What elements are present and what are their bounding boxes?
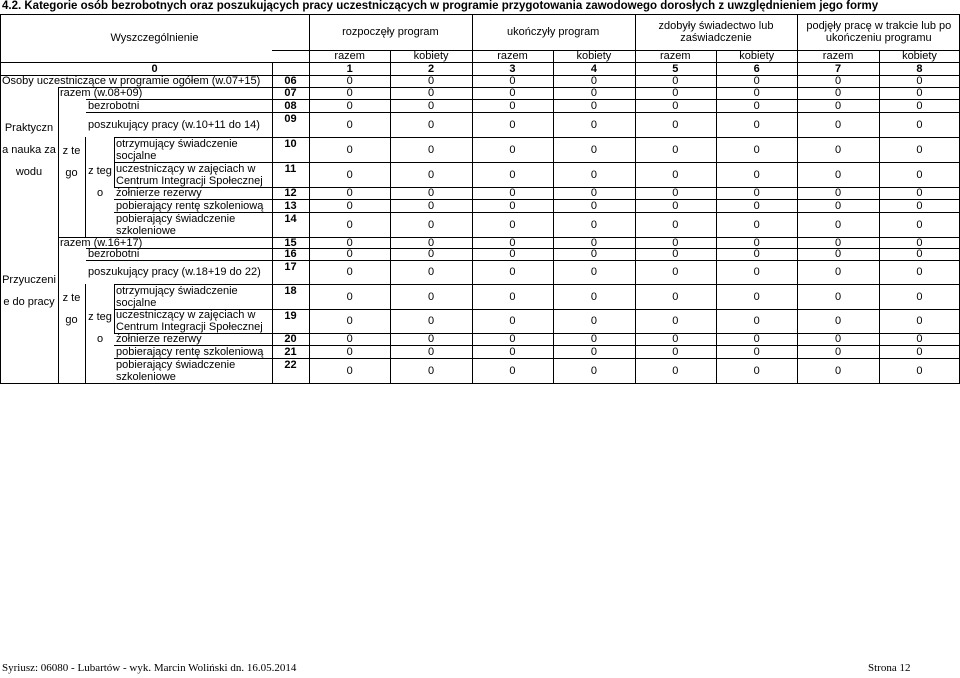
table-cell: 0 xyxy=(428,345,435,358)
table-cell: 0 xyxy=(672,266,679,278)
header-sub-4: razem xyxy=(660,50,691,62)
row-code-06: 06 xyxy=(284,75,297,87)
column-number-2: 2 xyxy=(428,62,435,75)
column-number-3: 3 xyxy=(509,62,516,75)
table-cell: 0 xyxy=(428,290,435,303)
table-cell: 0 xyxy=(753,87,760,99)
row-code-12: 12 xyxy=(284,187,297,199)
ztego-label-2: z tego xyxy=(62,291,81,326)
table-cell: 0 xyxy=(509,87,516,99)
row-code-18: 18 xyxy=(284,285,297,297)
table-cell: 0 xyxy=(428,315,435,327)
table-cell: 0 xyxy=(672,99,679,112)
table-cell: 0 xyxy=(835,199,842,212)
table-cell: 0 xyxy=(590,199,597,212)
table-cell: 0 xyxy=(835,218,842,231)
table-cell: 0 xyxy=(509,248,516,260)
table-cell: 0 xyxy=(428,333,435,345)
row-label-14: pobierający świadczenie szkoleniowe xyxy=(116,212,236,237)
table-cell: 0 xyxy=(916,290,923,303)
table-cell: 0 xyxy=(672,118,679,131)
section-przyuczenie-do-pracy: Przyuczenie do pracy xyxy=(2,273,56,308)
header-stub: Wyszczególnienie xyxy=(110,32,199,44)
table-cell: 0 xyxy=(753,266,760,278)
table-cell: 0 xyxy=(916,199,923,212)
table-cell: 0 xyxy=(509,290,516,303)
table-cell: 0 xyxy=(672,333,679,345)
table-cell: 0 xyxy=(428,218,435,231)
row-code-19: 19 xyxy=(284,310,297,322)
table-cell: 0 xyxy=(835,143,842,156)
table-cell: 0 xyxy=(672,236,679,249)
table-cell: 0 xyxy=(672,168,679,181)
header-group-1: ukończyły program xyxy=(507,26,600,38)
header-sub-6: razem xyxy=(822,50,854,62)
table-cell: 0 xyxy=(346,143,353,156)
table-cell: 0 xyxy=(428,118,435,131)
table-cell: 0 xyxy=(672,199,679,212)
row-code-15: 15 xyxy=(284,236,297,249)
table-cell: 0 xyxy=(835,118,842,131)
table-cell: 0 xyxy=(916,168,923,181)
table-cell: 0 xyxy=(346,118,353,131)
table-cell: 0 xyxy=(835,187,842,199)
table-cell: 0 xyxy=(916,99,923,112)
table-cell: 0 xyxy=(672,364,679,377)
table-cell: 0 xyxy=(916,87,923,99)
table-cell: 0 xyxy=(916,75,923,87)
column-number-8: 8 xyxy=(916,62,923,75)
table-cell: 0 xyxy=(835,75,842,87)
table-cell: 0 xyxy=(346,236,353,249)
table-cell: 0 xyxy=(672,218,679,231)
table-cell: 0 xyxy=(509,143,516,156)
table-cell: 0 xyxy=(428,168,435,181)
row-label-16: bezrobotni xyxy=(88,248,140,260)
table-cell: 0 xyxy=(346,218,353,231)
table-cell: 0 xyxy=(509,333,516,345)
table-cell: 0 xyxy=(672,290,679,303)
row-label-20: żołnierze rezerwy xyxy=(116,333,202,345)
table-cell: 0 xyxy=(753,99,760,112)
table-cell: 0 xyxy=(753,118,760,131)
table-cell: 0 xyxy=(916,345,923,358)
header-group-0: rozpoczęły program xyxy=(342,26,439,38)
row-label-08: bezrobotni xyxy=(88,99,140,112)
row-code-10: 10 xyxy=(284,138,297,150)
row-label-12: żołnierze rezerwy xyxy=(116,187,202,199)
table-cell: 0 xyxy=(916,218,923,231)
table-cell: 0 xyxy=(346,290,353,303)
table-cell: 0 xyxy=(509,236,516,249)
table-cell: 0 xyxy=(346,187,353,199)
row-label-09: poszukujący pracy (w.10+11 do 14) xyxy=(88,118,260,131)
table-cell: 0 xyxy=(590,218,597,231)
column-number-4: 4 xyxy=(590,62,597,75)
row-label-18: otrzymujący świadczenie socjalne xyxy=(116,284,238,309)
table-cell: 0 xyxy=(428,364,435,377)
table-cell: 0 xyxy=(346,75,353,87)
table-cell: 0 xyxy=(509,315,516,327)
table-cell: 0 xyxy=(590,118,597,131)
ztego-label-4: z tego xyxy=(88,311,112,345)
table-cell: 0 xyxy=(672,143,679,156)
row-code-08: 08 xyxy=(284,99,297,112)
header-sub-2: razem xyxy=(497,50,528,62)
table-rule xyxy=(0,383,960,384)
row-label-22: pobierający świadczenie szkoleniowe xyxy=(116,358,236,383)
table-cell: 0 xyxy=(672,345,679,358)
table-cell: 0 xyxy=(835,290,842,303)
table-cell: 0 xyxy=(835,99,842,112)
footer-source: Syriusz: 06080 - Lubartów - wyk. Marcin Woliński dn. 16.05.2014 xyxy=(2,662,297,674)
table-cell: 0 xyxy=(590,143,597,156)
row-code-13: 13 xyxy=(284,199,297,212)
table-cell: 0 xyxy=(835,266,842,278)
table-cell: 0 xyxy=(590,187,597,199)
table-cell: 0 xyxy=(835,333,842,345)
table-cell: 0 xyxy=(753,333,760,345)
row-label-19: uczestniczący w zajęciach w Centrum Integracji Społecznej xyxy=(116,309,263,333)
table-cell: 0 xyxy=(753,315,760,327)
row-code-07: 07 xyxy=(284,87,297,99)
row-label-11: uczestniczący w zajęciach w Centrum Integracji Społecznej xyxy=(116,162,263,187)
row-label-07: razem (w.08+09) xyxy=(60,87,143,99)
table-cell: 0 xyxy=(753,290,760,303)
row-label-06: Osoby uczestniczące w programie ogółem (w.07+15) xyxy=(2,75,261,87)
table-cell: 0 xyxy=(428,248,435,260)
table-cell: 0 xyxy=(590,333,597,345)
header-sub-1: kobiety xyxy=(413,50,449,62)
table-cell: 0 xyxy=(346,345,353,358)
table-cell: 0 xyxy=(590,168,597,181)
table-cell: 0 xyxy=(346,364,353,377)
row-code-17: 17 xyxy=(284,261,297,273)
table-cell: 0 xyxy=(916,315,923,327)
footer-page-number: Strona 12 xyxy=(868,662,911,674)
row-label-13: pobierający rentę szkoleniową xyxy=(116,199,264,212)
table-cell: 0 xyxy=(428,266,435,278)
table-cell: 0 xyxy=(916,266,923,278)
row-code-14: 14 xyxy=(284,213,297,225)
header-sub-3: kobiety xyxy=(576,50,612,62)
header-sub-7: kobiety xyxy=(902,50,937,62)
table-cell: 0 xyxy=(346,168,353,181)
column-number-1: 1 xyxy=(346,62,353,75)
table-cell: 0 xyxy=(835,364,842,377)
table-cell: 0 xyxy=(753,218,760,231)
table-rule xyxy=(272,62,273,383)
row-code-22: 22 xyxy=(284,359,297,371)
table-cell: 0 xyxy=(590,99,597,112)
row-code-21: 21 xyxy=(284,345,297,358)
table-cell: 0 xyxy=(428,87,435,99)
row-label-17: poszukujący pracy (w.18+19 do 22) xyxy=(88,266,261,278)
table-cell: 0 xyxy=(835,87,842,99)
ztego-label-3: z tego xyxy=(88,164,112,199)
ztego-label-1: z tego xyxy=(62,145,81,179)
row-code-09: 09 xyxy=(284,113,297,125)
table-cell: 0 xyxy=(509,187,516,199)
table-cell: 0 xyxy=(753,345,760,358)
table-cell: 0 xyxy=(509,218,516,231)
table-cell: 0 xyxy=(753,168,760,181)
table-cell: 0 xyxy=(346,99,353,112)
table-cell: 0 xyxy=(590,315,597,327)
table-cell: 0 xyxy=(916,143,923,156)
table-cell: 0 xyxy=(835,236,842,249)
table-cell: 0 xyxy=(753,236,760,249)
row-code-16: 16 xyxy=(284,248,297,260)
row-label-10: otrzymujący świadczenie socjalne xyxy=(116,137,238,162)
table-cell: 0 xyxy=(346,333,353,345)
table-cell: 0 xyxy=(835,345,842,358)
row-label-21: pobierający rentę szkoleniową xyxy=(116,345,264,358)
table-cell: 0 xyxy=(509,75,516,87)
table-cell: 0 xyxy=(672,187,679,199)
header-sub-0: razem xyxy=(334,50,365,62)
table-cell: 0 xyxy=(346,248,353,260)
table-cell: 0 xyxy=(346,199,353,212)
table-cell: 0 xyxy=(346,266,353,278)
row-label-15: razem (w.16+17) xyxy=(60,236,143,249)
table-cell: 0 xyxy=(835,315,842,327)
row-code-20: 20 xyxy=(284,333,297,345)
table-cell: 0 xyxy=(916,333,923,345)
table-cell: 0 xyxy=(346,315,353,327)
table-cell: 0 xyxy=(672,87,679,99)
table-cell: 0 xyxy=(835,168,842,181)
table-cell: 0 xyxy=(590,87,597,99)
table-cell: 0 xyxy=(753,187,760,199)
table-cell: 0 xyxy=(672,248,679,260)
column-number-6: 6 xyxy=(753,62,760,75)
table-cell: 0 xyxy=(590,345,597,358)
header-group-2: zdobyły świadectwo lub zaświadczenie xyxy=(658,20,774,44)
table-cell: 0 xyxy=(509,168,516,181)
header-sub-5: kobiety xyxy=(739,50,775,62)
table-cell: 0 xyxy=(590,236,597,249)
table-cell: 0 xyxy=(672,315,679,327)
table-cell: 0 xyxy=(428,187,435,199)
table-cell: 0 xyxy=(590,266,597,278)
table-cell: 0 xyxy=(509,199,516,212)
table-cell: 0 xyxy=(916,187,923,199)
column-number-7: 7 xyxy=(835,62,842,75)
table-cell: 0 xyxy=(916,118,923,131)
row-code-11: 11 xyxy=(284,163,297,175)
table-rule xyxy=(58,87,59,383)
table-cell: 0 xyxy=(753,248,760,260)
table-cell: 0 xyxy=(509,345,516,358)
table-cell: 0 xyxy=(916,236,923,249)
table-cell: 0 xyxy=(753,143,760,156)
table-cell: 0 xyxy=(590,364,597,377)
table-cell: 0 xyxy=(672,75,679,87)
table-cell: 0 xyxy=(346,87,353,99)
table-cell: 0 xyxy=(590,290,597,303)
table-cell: 0 xyxy=(509,266,516,278)
table-cell: 0 xyxy=(509,99,516,112)
table-cell: 0 xyxy=(753,199,760,212)
table-cell: 0 xyxy=(428,236,435,249)
table-cell: 0 xyxy=(590,248,597,260)
table-cell: 0 xyxy=(916,248,923,260)
header-group-3: podjęły pracę w trakcie lub po ukończeniu programu xyxy=(806,20,952,44)
table-cell: 0 xyxy=(916,364,923,377)
table-cell: 0 xyxy=(509,118,516,131)
page-title: 4.2. Kategorie osób bezrobotnych oraz poszukujących pracy uczestniczących w programie przygotowania zawodowego dorosłych z uwzględnieniem jego formy xyxy=(2,0,879,12)
table-cell: 0 xyxy=(428,75,435,87)
table-cell: 0 xyxy=(428,99,435,112)
table-cell: 0 xyxy=(753,364,760,377)
table-cell: 0 xyxy=(835,248,842,260)
table-cell: 0 xyxy=(590,75,597,87)
table-cell: 0 xyxy=(753,75,760,87)
section-praktyczna-nauka-zawodu: Praktyczna nauka zawodu xyxy=(2,121,56,178)
table-cell: 0 xyxy=(509,364,516,377)
table-cell: 0 xyxy=(428,199,435,212)
column-number-0: 0 xyxy=(151,62,158,75)
column-number-5: 5 xyxy=(672,62,679,75)
table-cell: 0 xyxy=(428,143,435,156)
